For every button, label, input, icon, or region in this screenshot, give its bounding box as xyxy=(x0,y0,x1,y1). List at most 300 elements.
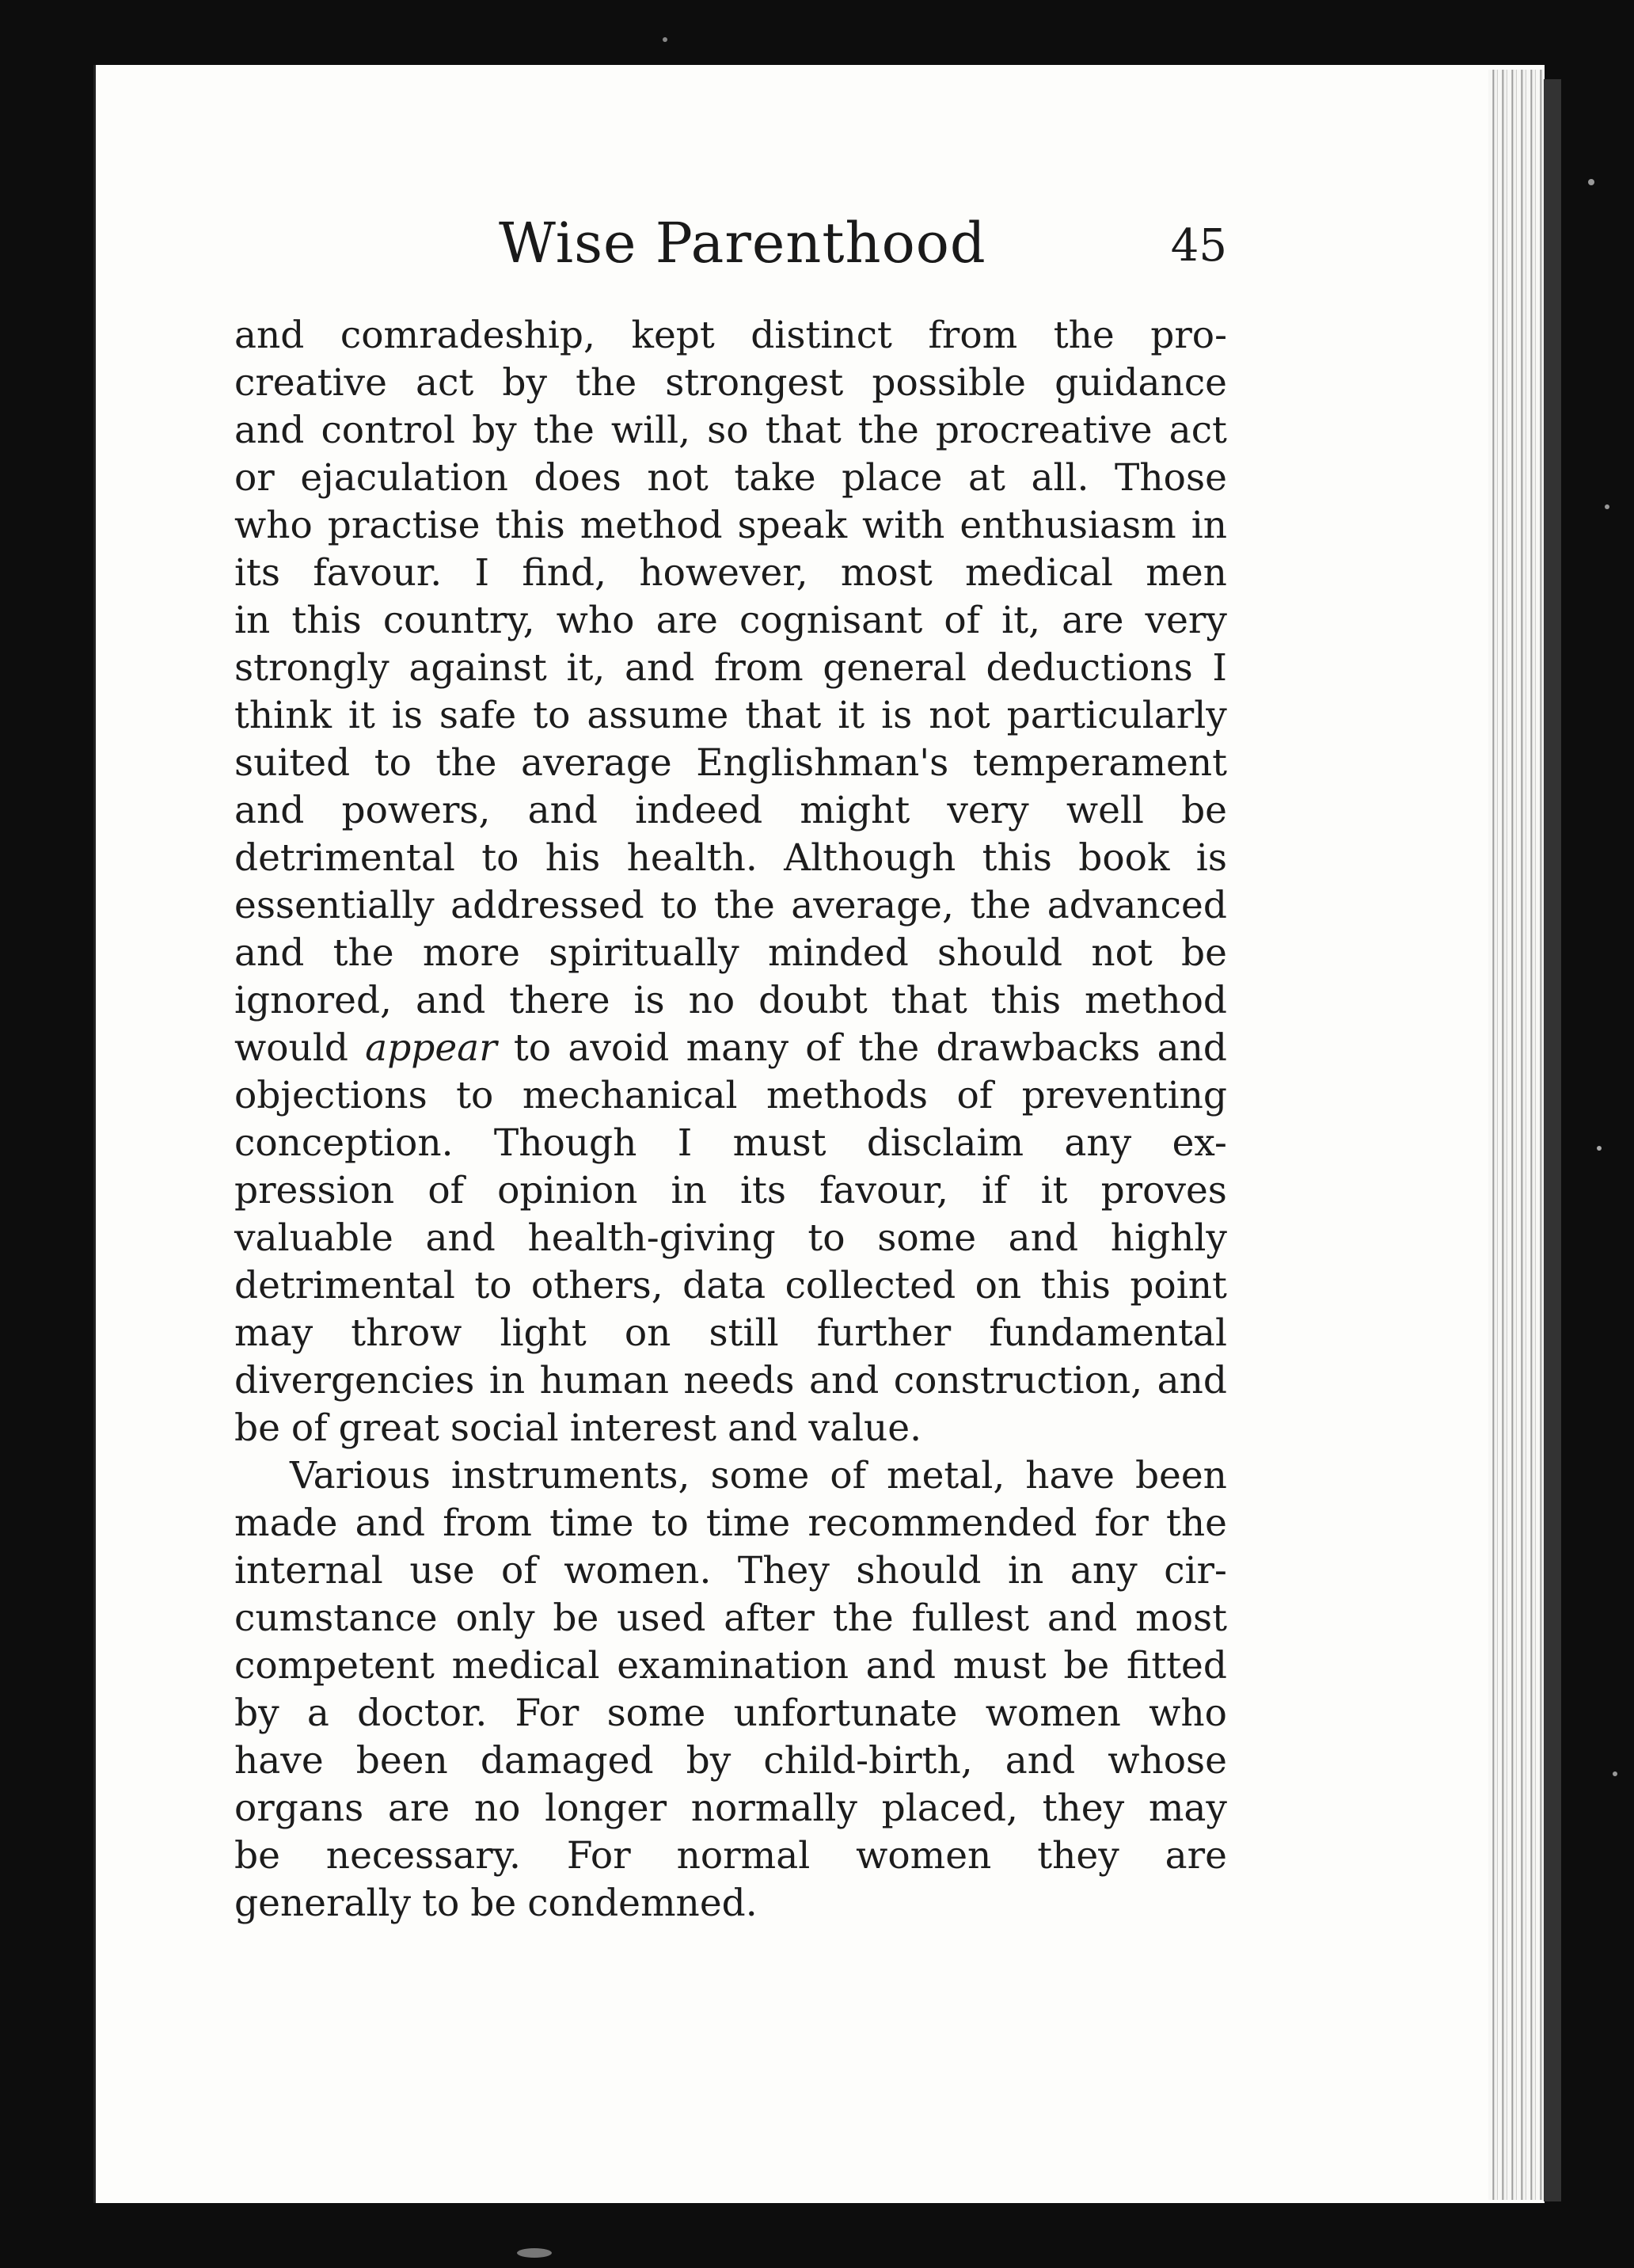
word: that xyxy=(891,979,967,1022)
word: suited xyxy=(234,741,351,785)
word: who xyxy=(1149,1691,1227,1735)
text-line xyxy=(234,360,1227,407)
word: to xyxy=(660,884,698,927)
word: For xyxy=(515,1691,580,1735)
word: collected xyxy=(785,1264,956,1307)
word: of xyxy=(501,1549,538,1593)
page-number: 45 xyxy=(1170,220,1227,272)
word: medical xyxy=(965,551,1113,595)
word: doctor. xyxy=(357,1691,488,1735)
word: by xyxy=(234,1691,279,1735)
word: preventing xyxy=(1021,1074,1227,1117)
word: who xyxy=(556,599,635,642)
word: essentially xyxy=(234,884,435,927)
word: examination xyxy=(617,1644,849,1688)
text-line xyxy=(234,930,1227,977)
speck xyxy=(1613,1771,1617,1776)
word: powers, xyxy=(341,789,491,832)
word: with xyxy=(862,504,945,547)
word: practise xyxy=(327,504,481,547)
word: in xyxy=(488,1359,526,1402)
word: generally xyxy=(234,1882,412,1925)
word: act xyxy=(416,361,474,405)
text-line xyxy=(234,787,1227,835)
word: speak xyxy=(737,504,848,547)
word: and xyxy=(624,646,695,690)
word: to xyxy=(481,836,519,880)
word: its xyxy=(739,1169,787,1212)
text-line xyxy=(234,740,1227,787)
word: in xyxy=(1008,1549,1044,1593)
word: possible xyxy=(872,361,1026,405)
word: from xyxy=(443,1501,532,1545)
word: data xyxy=(682,1264,766,1307)
word: however, xyxy=(639,551,808,595)
word: been xyxy=(1134,1454,1227,1497)
word: construction, xyxy=(893,1359,1143,1402)
word: book xyxy=(1078,836,1170,880)
word: spiritually xyxy=(549,931,739,975)
word: very xyxy=(947,789,1029,832)
word: longer xyxy=(545,1787,667,1830)
word: control xyxy=(321,409,456,452)
word: the xyxy=(857,409,919,452)
word: damaged xyxy=(480,1739,654,1783)
word: and xyxy=(415,979,486,1022)
word: medical xyxy=(451,1644,600,1688)
word: Englishman's xyxy=(696,741,949,785)
word: fullest xyxy=(911,1596,1030,1640)
word: detrimental xyxy=(234,1264,455,1307)
word: use xyxy=(409,1549,475,1593)
word: recommended xyxy=(808,1501,1077,1545)
word: and xyxy=(234,789,305,832)
word: most xyxy=(840,551,933,595)
word: this xyxy=(982,836,1052,880)
word: ignored, xyxy=(234,979,392,1022)
word: great xyxy=(338,1406,439,1450)
word: may xyxy=(234,1311,314,1355)
text-line xyxy=(234,1405,1227,1452)
word: of xyxy=(805,1026,842,1070)
word: condemned. xyxy=(527,1882,758,1925)
text-line xyxy=(234,1167,1227,1215)
page-header xyxy=(142,211,1227,290)
word: against xyxy=(408,646,547,690)
word: it xyxy=(348,694,375,737)
word: For xyxy=(566,1834,631,1878)
word: to xyxy=(374,741,412,785)
word: find, xyxy=(522,551,606,595)
word: safe xyxy=(439,694,517,737)
word: detrimental xyxy=(234,836,455,880)
word: and xyxy=(808,1359,880,1402)
word: it xyxy=(838,694,865,737)
word: assume xyxy=(587,694,729,737)
word: still xyxy=(709,1311,779,1355)
word: needs xyxy=(683,1359,795,1402)
word: placed, xyxy=(881,1787,1018,1830)
word: point xyxy=(1130,1264,1227,1307)
text-line xyxy=(234,1025,1227,1072)
word: time xyxy=(705,1501,791,1545)
word: child-birth, xyxy=(763,1739,973,1783)
word: by xyxy=(502,361,548,405)
word: I xyxy=(677,1121,693,1165)
word: method xyxy=(1085,979,1227,1022)
text-line xyxy=(234,312,1227,360)
text-line xyxy=(234,835,1227,882)
word: been xyxy=(355,1739,448,1783)
word: the xyxy=(713,884,775,927)
word: the xyxy=(858,1026,920,1070)
word: some xyxy=(710,1454,810,1497)
word: must xyxy=(952,1644,1047,1688)
word: comradeship, xyxy=(340,314,595,357)
word: think xyxy=(234,694,332,737)
word: any xyxy=(1064,1121,1132,1165)
text-line xyxy=(234,1785,1227,1832)
word: of xyxy=(944,599,981,642)
word: at xyxy=(967,456,1005,500)
word: They xyxy=(737,1549,830,1593)
word: and xyxy=(1157,1359,1227,1402)
word: fundamental xyxy=(989,1311,1227,1355)
word: are xyxy=(1062,599,1124,642)
word: are xyxy=(656,599,718,642)
word: and xyxy=(1047,1596,1118,1640)
word: appear xyxy=(365,1026,497,1070)
text-line xyxy=(234,597,1227,645)
word: kept xyxy=(631,314,715,357)
word: that xyxy=(765,409,842,452)
word: light xyxy=(500,1311,587,1355)
text-line xyxy=(234,1690,1227,1737)
text-line xyxy=(234,1120,1227,1167)
word: this xyxy=(495,504,565,547)
word: ex- xyxy=(1172,1121,1227,1165)
word: is xyxy=(391,694,423,737)
speck xyxy=(517,2248,552,2258)
word: be xyxy=(1181,789,1227,832)
word: be xyxy=(1181,931,1227,975)
word: women. xyxy=(564,1549,712,1593)
word: and xyxy=(1005,1739,1076,1783)
word: of xyxy=(830,1454,867,1497)
word: from xyxy=(928,314,1018,357)
word: so xyxy=(707,409,749,452)
text-line xyxy=(234,455,1227,502)
word: Various xyxy=(290,1454,431,1497)
word: no xyxy=(688,979,735,1022)
body-text xyxy=(234,312,1227,1927)
word: no xyxy=(473,1787,521,1830)
word: unfortunate xyxy=(733,1691,958,1735)
word: any xyxy=(1070,1549,1138,1593)
word: the xyxy=(832,1596,894,1640)
word: enthusiasm xyxy=(960,504,1176,547)
word: its xyxy=(234,551,281,595)
word: cognisant xyxy=(739,599,923,642)
word: more xyxy=(422,931,520,975)
word: and xyxy=(1157,1026,1227,1070)
word: or xyxy=(234,456,275,500)
word: well xyxy=(1066,789,1144,832)
word: others, xyxy=(530,1264,663,1307)
word: women xyxy=(985,1691,1121,1735)
word: the xyxy=(332,931,394,975)
word: by xyxy=(686,1739,732,1783)
word: social xyxy=(450,1406,559,1450)
word: human xyxy=(539,1359,669,1402)
text-line xyxy=(234,1500,1227,1547)
text-line xyxy=(234,502,1227,550)
word: this xyxy=(291,599,362,642)
text-line xyxy=(234,1547,1227,1595)
page-stack-edge xyxy=(1488,70,1544,2200)
word: women xyxy=(856,1834,992,1878)
word: indeed xyxy=(635,789,763,832)
word: guidance xyxy=(1054,361,1227,405)
word: avoid xyxy=(568,1026,670,1070)
word: only xyxy=(455,1596,535,1640)
word: strongest xyxy=(665,361,844,405)
word: the xyxy=(533,409,595,452)
word: to xyxy=(513,1026,552,1070)
word: I xyxy=(1212,646,1227,690)
word: ejaculation xyxy=(300,456,508,500)
word: be xyxy=(234,1406,280,1450)
word: doubt xyxy=(758,979,868,1022)
word: they xyxy=(1042,1787,1125,1830)
word: methods xyxy=(766,1074,929,1117)
word: on xyxy=(624,1311,671,1355)
word: interest xyxy=(569,1406,717,1450)
word: in xyxy=(1191,504,1227,547)
word: Though xyxy=(493,1121,637,1165)
word: to xyxy=(533,694,571,737)
word: I xyxy=(474,551,490,595)
text-line xyxy=(234,1262,1227,1310)
word: take xyxy=(734,456,816,500)
word: objections xyxy=(234,1074,428,1117)
word: and xyxy=(425,1216,496,1260)
word: by xyxy=(472,409,517,452)
word: time xyxy=(549,1501,634,1545)
word: might xyxy=(800,789,910,832)
word: minded xyxy=(767,931,909,975)
word: of xyxy=(956,1074,994,1117)
word: not xyxy=(1091,931,1153,975)
word: strongly xyxy=(234,646,390,690)
word: does xyxy=(534,456,621,500)
word: highly xyxy=(1110,1216,1227,1260)
word: addressed xyxy=(450,884,644,927)
word: temperament xyxy=(972,741,1227,785)
word: to xyxy=(422,1882,460,1925)
text-line xyxy=(234,882,1227,930)
word: after xyxy=(724,1596,815,1640)
word: proves xyxy=(1100,1169,1227,1212)
word: health-giving xyxy=(527,1216,776,1260)
word: most xyxy=(1135,1596,1227,1640)
word: and xyxy=(527,789,598,832)
word: and xyxy=(355,1501,426,1545)
word: this xyxy=(1040,1264,1111,1307)
word: pro- xyxy=(1150,314,1227,357)
word: organs xyxy=(234,1787,364,1830)
word: that xyxy=(745,694,822,737)
word: Although xyxy=(784,836,956,880)
word: would xyxy=(234,1026,348,1070)
word: general xyxy=(823,646,967,690)
word: is xyxy=(1195,836,1227,880)
word: must xyxy=(732,1121,826,1165)
word: mechanical xyxy=(522,1074,738,1117)
word: of xyxy=(428,1169,465,1212)
word: are xyxy=(1165,1834,1227,1878)
running-head: Wise Parenthood xyxy=(499,211,986,276)
word: creative xyxy=(234,361,387,405)
word: for xyxy=(1094,1501,1149,1545)
word: fitted xyxy=(1126,1644,1227,1688)
text-line xyxy=(234,1737,1227,1785)
word: act xyxy=(1168,409,1227,452)
word: his xyxy=(545,836,601,880)
word: some xyxy=(877,1216,977,1260)
word: a xyxy=(306,1691,329,1735)
word: further xyxy=(816,1311,952,1355)
word: internal xyxy=(234,1549,383,1593)
word: disclaim xyxy=(866,1121,1024,1165)
word: favour, xyxy=(819,1169,948,1212)
word: conception. xyxy=(234,1121,454,1165)
text-line xyxy=(234,1595,1227,1642)
word: to xyxy=(456,1074,494,1117)
word: some xyxy=(606,1691,706,1735)
word: normal xyxy=(676,1834,811,1878)
word: average xyxy=(520,741,672,785)
text-line xyxy=(234,692,1227,740)
word: place xyxy=(842,456,943,500)
text-line xyxy=(234,1072,1227,1120)
word: the xyxy=(1053,314,1115,357)
word: health. xyxy=(626,836,758,880)
word: value. xyxy=(808,1406,922,1450)
word: is xyxy=(881,694,913,737)
word: country, xyxy=(382,599,535,642)
word: if xyxy=(982,1169,1008,1212)
speck xyxy=(1605,504,1609,509)
text-line xyxy=(234,550,1227,597)
word: made xyxy=(234,1501,338,1545)
word: instruments, xyxy=(450,1454,690,1497)
word: not xyxy=(929,694,990,737)
word: should xyxy=(856,1549,982,1593)
word: may xyxy=(1148,1787,1227,1830)
word: metal, xyxy=(887,1454,1005,1497)
word: and xyxy=(234,409,305,452)
word: average, xyxy=(791,884,954,927)
text-line xyxy=(234,1310,1227,1357)
word: be xyxy=(1063,1644,1110,1688)
word: to xyxy=(474,1264,512,1307)
word: to xyxy=(808,1216,846,1260)
word: the xyxy=(1165,1501,1227,1545)
word: in xyxy=(671,1169,707,1212)
word: very xyxy=(1145,599,1227,642)
word: have xyxy=(1025,1454,1115,1497)
speck xyxy=(1588,179,1594,185)
text-line xyxy=(234,1452,1227,1500)
word: distinct xyxy=(750,314,892,357)
word: be xyxy=(553,1596,599,1640)
text-line xyxy=(234,407,1227,455)
word: and xyxy=(234,931,305,975)
word: cumstance xyxy=(234,1596,438,1640)
text-line xyxy=(234,645,1227,692)
word: should xyxy=(937,931,1063,975)
word: the xyxy=(576,361,637,405)
text-line xyxy=(234,1642,1227,1690)
word: to xyxy=(651,1501,689,1545)
word: are xyxy=(387,1787,450,1830)
word: method xyxy=(580,504,723,547)
word: Those xyxy=(1115,456,1227,500)
speck xyxy=(663,37,667,42)
word: of xyxy=(291,1406,328,1450)
word: advanced xyxy=(1047,884,1227,927)
word: pression xyxy=(234,1169,395,1212)
speck xyxy=(1597,1146,1602,1151)
word: who xyxy=(234,504,313,547)
word: throw xyxy=(351,1311,462,1355)
word: from xyxy=(713,646,804,690)
word: deductions xyxy=(986,646,1193,690)
word: they xyxy=(1037,1834,1119,1878)
text-line xyxy=(234,1880,1227,1927)
word: it xyxy=(1040,1169,1068,1212)
word: this xyxy=(990,979,1062,1022)
word: be xyxy=(470,1882,517,1925)
word: valuable xyxy=(234,1216,393,1260)
word: in xyxy=(234,599,271,642)
word: men xyxy=(1146,551,1227,595)
word: on xyxy=(975,1264,1022,1307)
binding-shadow xyxy=(1544,79,1561,2201)
word: and xyxy=(234,314,305,357)
text-line xyxy=(234,1357,1227,1405)
word: and xyxy=(1008,1216,1079,1260)
word: not xyxy=(647,456,709,500)
word: all. xyxy=(1031,456,1089,500)
word: the xyxy=(970,884,1032,927)
word: particularly xyxy=(1006,694,1227,737)
word: used xyxy=(617,1596,706,1640)
word: it, xyxy=(566,646,606,690)
word: favour. xyxy=(313,551,443,595)
word: have xyxy=(234,1739,324,1783)
word: normally xyxy=(690,1787,857,1830)
word: procreative xyxy=(935,409,1153,452)
text-line xyxy=(234,1215,1227,1262)
word: it, xyxy=(1001,599,1041,642)
text-line xyxy=(234,977,1227,1025)
word: opinion xyxy=(497,1169,638,1212)
word: and xyxy=(728,1406,798,1450)
word: there xyxy=(509,979,610,1022)
word: drawbacks xyxy=(936,1026,1141,1070)
